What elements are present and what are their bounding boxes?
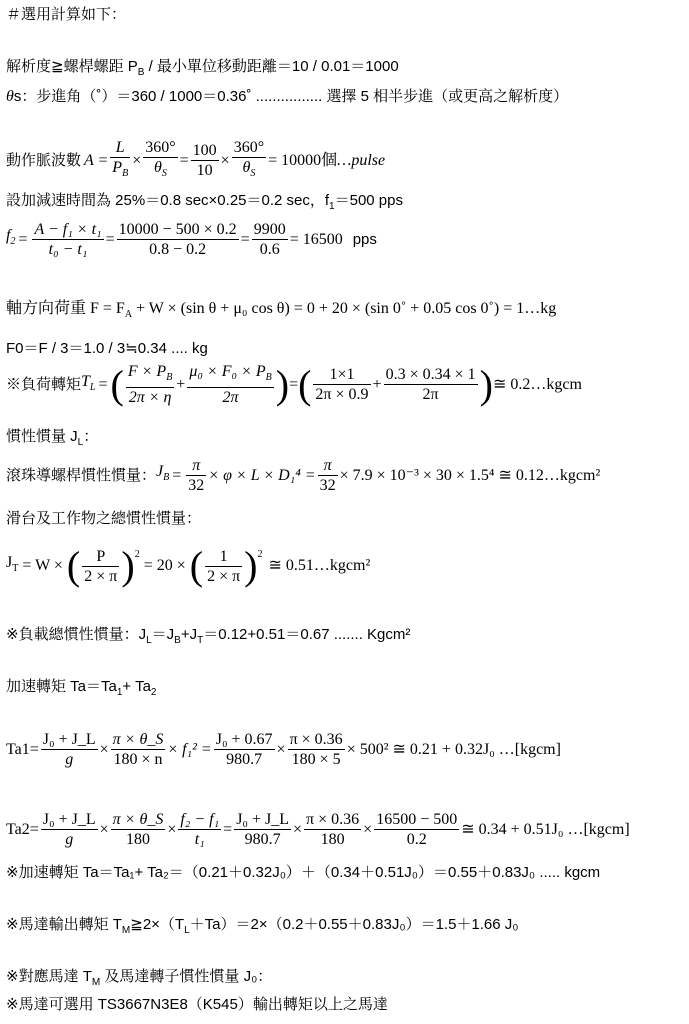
motor-corr-line: ※對應馬達 $T_M$ 及馬達轉子慣性慣量 J₀： (6, 968, 273, 988)
pulse-unit: …pulse (337, 151, 386, 169)
ta2-formula: Ta2= $\frac{\text{J₀ + J\_L}}{g}$ × $\frac{\pi \times \theta\_S}{180}$ × $\frac{\text{f₂ − f₁}}{\text{t₁}}$ = $\frac{\text{J₀ + J\_L}}{980.7}$ × $\frac{\pi \times 0.36}{180}$ × $\frac{16500 - 500}{0.2}$ ≅ 0.34 + 0.51J₀ …[kgcm] (6, 811, 630, 848)
pulse-lhs: A = (84, 151, 109, 169)
total-inertia-line: ※負載總慣性慣量：$J_L=J_B+J_T=0.12+0.51=0.67$ ....... Kgcm² (6, 626, 411, 646)
frac-pi-32-2: $\frac{\pi}{32}$ (319, 457, 336, 494)
frac-360-theta: $\frac{360^\circ}{\theta_S}$ (145, 139, 176, 180)
f2-result: = 16500 (289, 230, 343, 248)
load-torque-result: ≅ 0.2…kgcm (492, 375, 582, 393)
frac-1-2pi: $\frac{1}{2 \times \pi}$ (207, 547, 241, 585)
frac-f2-values: $\frac{10000 - 500 \times 0.2}{0.8 - 0.2}$ (118, 221, 237, 258)
frac-ta2-f: $\frac{\text{f₂ − f₁}}{\text{t₁}}$ (180, 811, 220, 848)
f2-formula: $f_2$ = $\frac{\text{A − f₁ × t₁}}{\text{t₀ − t₁}}$ = $\frac{10000 - 500 \times 0.2}{0.8 - 0.2}$ = $\frac{9900}{0.6}$ = 16500 pps (6, 221, 377, 258)
frac-360-theta-2: $\frac{360^\circ}{\theta_S}$ (233, 139, 265, 180)
inertia-title: 慣性慣量 $J_L$： (6, 428, 99, 448)
decel-line: 設加減速時間為 25%＝0.8 sec×0.25＝0.2 sec，$f_1=500$ pps (6, 192, 403, 212)
pulse-result: = 10000個 (268, 151, 338, 169)
resolution-sub: B (137, 67, 145, 78)
frac-f2-general: $\frac{\text{A − f₁ × t₁}}{\text{t₀ − t₁}}$ (34, 221, 102, 258)
f0-line: F0＝F / 3＝1.0 / 3≒0.34 .... kg (6, 340, 208, 357)
frac-ta1-j-val: $\frac{\text{J₀ + 0.67}}{980.7}$ (215, 731, 273, 768)
frac-f2-simplified: $\frac{9900}{0.6}$ (253, 221, 286, 258)
load-torque-label: ※負荷轉矩 (6, 375, 82, 393)
frac-1x1: $\frac{1\times 1}{2\pi \times 0.9}$ (315, 366, 369, 404)
resolution-rest: / 最小單位移動距離＝10 / 0.01＝1000 (144, 58, 399, 75)
f2-lhs: f (6, 227, 11, 245)
motor-selection-line: ※馬達可選用 TS3667N3E8（K545）輸出轉矩以上之馬達 (6, 996, 388, 1013)
pulse-label: 動作脈波數 (6, 151, 82, 169)
resolution-line (6, 58, 399, 82)
table-inertia-title: 滑台及工作物之總慣性慣量： (6, 510, 202, 527)
frac-ta2-j: $\frac{\text{J₀ + J\_L}}{g}$ (42, 811, 96, 848)
ta1-formula: Ta1= $\frac{\text{J₀ + J\_L}}{g}$ × $\frac{\pi \times \theta\_S}{180 \times n}$ × f₁² = $\frac{\text{J₀ + 0.67}}{980.7}$ × $\frac{\pi \times 0.36}{180 \times 5}$ × 500² ≅ 0.21 + 0.32J₀ …[kgcm] (6, 731, 561, 768)
frac-fpb-2pieta: $\frac{F \times P_B}{2\pi \times \eta}$ (127, 363, 173, 407)
pulse-formula: 動作脈波數 A = $\frac{L}{P_B}$ × $\frac{360^\circ}{\theta_S}$ = $\frac{100}{10}$ × $\frac{360^\circ}{\theta_S}$ = 10000個 …pulse (6, 138, 385, 183)
frac-03x034: $\frac{0.3 \times 0.34 \times 1}{2\pi}$ (385, 366, 476, 404)
frac-ta2-f-val: $\frac{16500 - 500}{0.2}$ (376, 811, 458, 848)
theta-symbol: θ (6, 88, 14, 105)
frac-p-2pi: $\frac{P}{2 \times \pi}$ (84, 547, 118, 585)
accel-torque-title: 加速轉矩 $Ta=Ta_1+ Ta_2$ (6, 678, 157, 698)
motor-output-line: ※馬達輸出轉矩 $T_M≧2\times(T_L+Ta)=2\times(0.2+0.55+0.83J_0)=1.5+1.66$ J₀ (6, 916, 519, 936)
frac-ta1-theta: $\frac{\pi \times \theta\_S}{180 \times n}$ (112, 731, 164, 768)
frac-ta1-pi-val: $\frac{\pi \times 0.36}{180 \times 5}$ (289, 731, 343, 768)
resolution-text: 解析度≧螺桿螺距 P (6, 58, 138, 75)
frac-pi-32: $\frac{\pi}{32}$ (188, 457, 205, 494)
step-angle-line (6, 88, 568, 106)
frac-ta2-j-val: $\frac{\text{J₀ + J\_L}}{980.7}$ (236, 811, 290, 848)
jt-formula: $J_T$ = W × ( $\frac{P}{2 \times \pi}$ ) $^2$ = 20 × ( $\frac{1}{2 \times \pi}$ ) $^2$ ≅ 0.51…kgcm² (6, 543, 371, 588)
step-angle-text: s：步進角（˚）＝360 / 1000＝0.36˚ ................ 選擇 5 相半步進（或更高之解析度） (13, 88, 569, 105)
load-torque-formula: ※負荷轉矩 $T_L$ = ( $\frac{F \times P_B}{2\pi \times \eta}$ + $\frac{\mu_0 \times F_0 \times P_B}{2\pi}$ ) = ( $\frac{1\times 1}{2\pi \times 0.9}$ + $\frac{0.3 \times 0.34 \times 1}{2\pi}$ ) ≅ 0.2…kgcm (6, 361, 582, 407)
page-title: ＃選用計算如下： (6, 6, 127, 23)
f2-unit: pps (352, 230, 377, 248)
frac-ta2-theta: $\frac{\pi \times \theta\_S}{180}$ (112, 811, 164, 848)
screw-inertia-formula: 滾珠導螺桿慣性慣量： $J_B$ = $\frac{\pi}{32}$ × φ × L × D₁⁴ = $\frac{\pi}{32}$ × 7.9 × 10⁻³ × 30 × 1.5⁴ ≅ 0.12…kgcm² (6, 457, 601, 494)
frac-ta2-pi-val: $\frac{\pi \times 0.36}{180}$ (306, 811, 360, 848)
frac-100-10: $\frac{100}{10}$ (192, 142, 217, 180)
axial-load-line: 軸方向荷重 $F = F_A + W \times (\sin$ θ + μ₀ cos θ) = 0 + 20 × (sin 0˚ + 0.05 cos 0˚) = 1…kg (6, 300, 557, 321)
frac-l-pb: $\frac{L}{P_B}$ (112, 139, 129, 180)
screw-inertia-label: 滾珠導螺桿慣性慣量： (6, 466, 157, 484)
accel-total-line: ※加速轉矩 Ta＝Ta₁+ Ta₂＝（0.21＋0.32J₀）＋（0.34＋0.51J₀）＝0.55＋0.83J₀ ..... kgcm (6, 864, 601, 881)
frac-ta1-j: $\frac{\text{J₀ + J\_L}}{g}$ (42, 731, 96, 768)
frac-mu-f0-pb: $\frac{\mu_0 \times F_0 \times P_B}{2\pi}$ (189, 363, 272, 407)
